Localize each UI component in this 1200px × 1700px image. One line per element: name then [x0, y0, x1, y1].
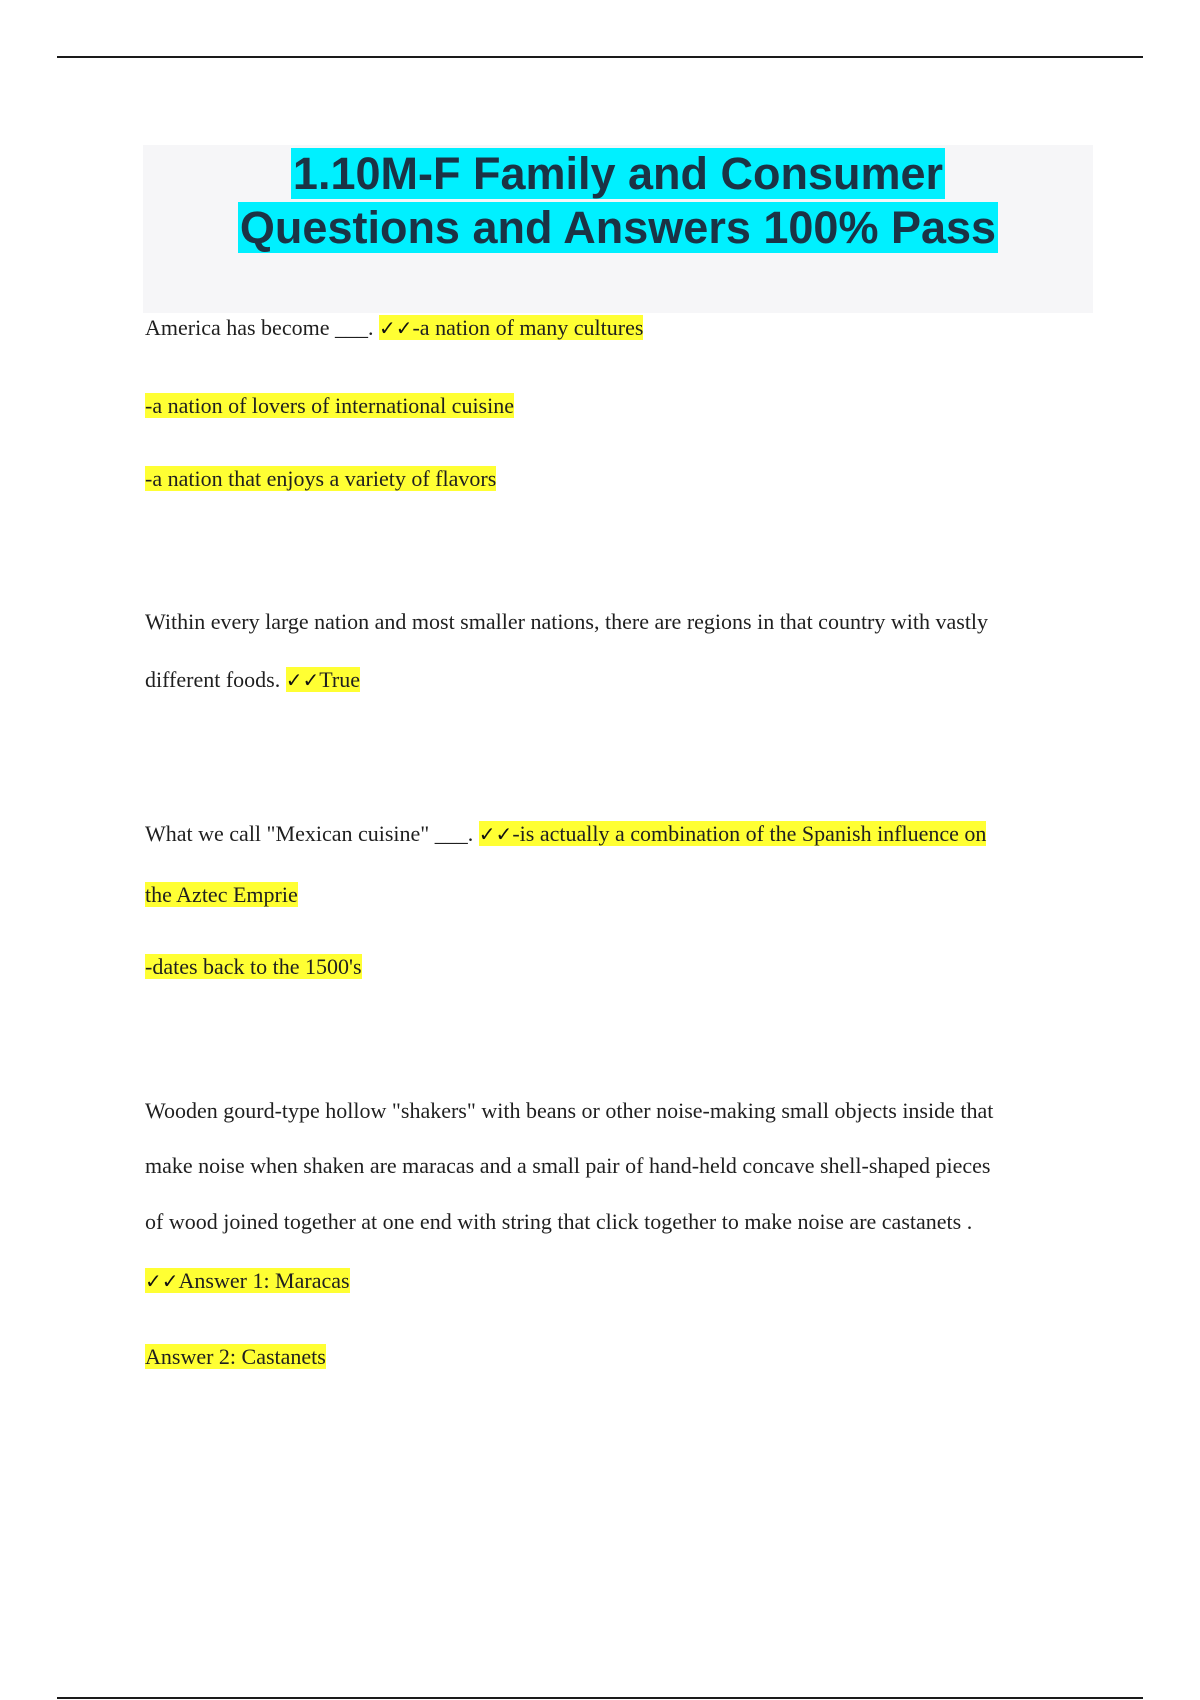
- qa-item-4-answer-1-highlight: [145, 1268, 350, 1293]
- check-mark-icon: ✓✓: [145, 1269, 179, 1293]
- qa-item-2-question-text-2: different foods.: [145, 667, 281, 692]
- qa-item-3-answer-1-highlight: [479, 821, 987, 846]
- qa-item-3-answer-3-line: [145, 952, 362, 982]
- qa-item-4-question-text-2: make noise when shaken are maracas and a small pair of hand-held concave shell-shaped pieces: [145, 1153, 991, 1178]
- title-line-1: 1.10M-F Family and Consumer: [292, 148, 944, 199]
- title-line-2: Questions and Answers 100% Pass: [239, 202, 997, 253]
- qa-item-1-answer-3-line: [145, 464, 496, 494]
- title-block: [143, 145, 1093, 313]
- qa-item-1-answer-2-line: [145, 391, 514, 421]
- qa-item-4-answer-2-line: [145, 1342, 326, 1372]
- qa-item-1-question-line: [145, 313, 643, 343]
- document-title: [143, 145, 1093, 255]
- qa-item-1-answer-2: -a nation of lovers of international cuisine: [145, 393, 514, 418]
- top-rule: [57, 56, 1143, 58]
- qa-item-4-question-line-1: [145, 1096, 993, 1126]
- qa-item-4-question-text-3: of wood joined together at one end with string that click together to make noise are castanets .: [145, 1209, 973, 1234]
- qa-item-3-answer-2: the Aztec Emprie: [145, 882, 298, 907]
- qa-item-3-answer-2-line: [145, 880, 298, 910]
- qa-item-4-question-line-2: [145, 1151, 990, 1181]
- qa-item-1-answer-1: -a nation of many cultures: [412, 315, 644, 340]
- qa-item-3-answer-1: -is actually a combination of the Spanish influence on: [512, 821, 987, 846]
- qa-item-2-question-text-1: Within every large nation and most smaller nations, there are regions in that country with vastly: [145, 609, 989, 634]
- qa-item-1-answer-3: -a nation that enjoys a variety of flavors: [145, 466, 497, 491]
- qa-item-2-answer-highlight: [286, 667, 360, 692]
- qa-item-2-question-line-1: [145, 607, 988, 637]
- qa-item-4-answer-1-line: [145, 1266, 350, 1296]
- bottom-rule: [57, 1697, 1143, 1699]
- qa-item-1-question: America has become ___.: [145, 315, 374, 340]
- qa-item-4-answer-1: Answer 1: Maracas: [178, 1268, 350, 1293]
- check-mark-icon: ✓✓: [478, 822, 513, 846]
- qa-item-1-answer-1-highlight: [379, 315, 643, 340]
- check-mark-icon: ✓✓: [378, 316, 413, 340]
- qa-item-3-question: What we call "Mexican cuisine" ___.: [145, 821, 474, 846]
- qa-item-4-question-line-3: [145, 1207, 972, 1237]
- check-mark-icon: ✓✓: [285, 668, 320, 692]
- qa-item-3-answer-3: -dates back to the 1500's: [145, 954, 362, 979]
- qa-item-4-answer-2: Answer 2: Castanets: [145, 1344, 326, 1369]
- qa-item-2-answer-1: True: [319, 667, 361, 692]
- qa-item-2-question-line-2: [145, 665, 360, 695]
- qa-item-4-question-text-1: Wooden gourd-type hollow "shakers" with beans or other noise-making small objects inside that: [145, 1098, 994, 1123]
- qa-item-3-question-line: [145, 819, 986, 849]
